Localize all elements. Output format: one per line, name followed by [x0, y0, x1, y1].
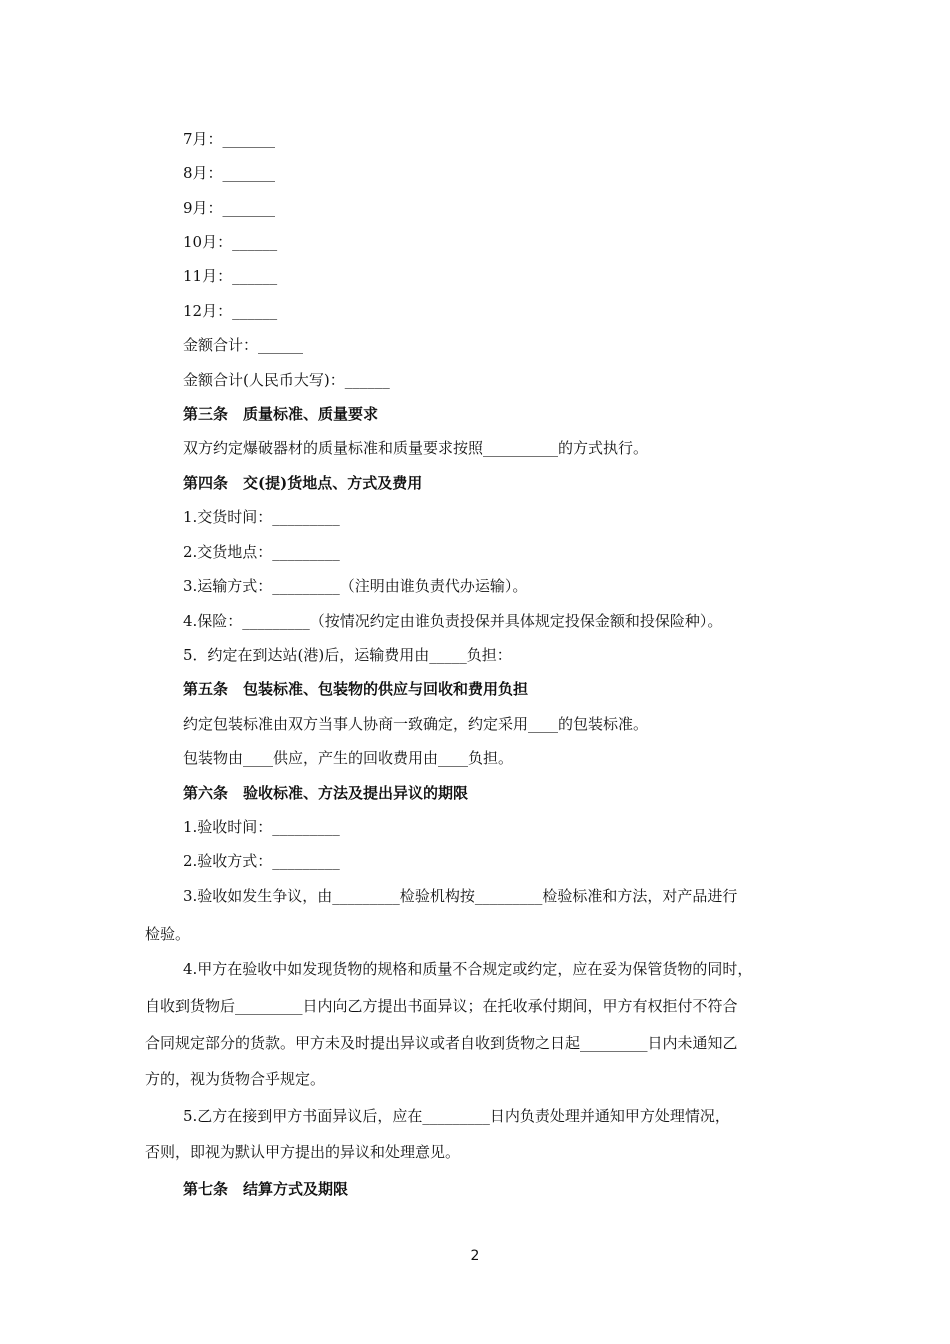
line-delivery-time: 1.交货时间：_________	[183, 508, 340, 526]
paragraph-packaging-standard: 约定包装标准由双方当事人协商一致确定，约定采用____的包装标准。	[183, 715, 649, 733]
page-number: 2	[470, 1248, 480, 1264]
line-december: 12月：______	[183, 302, 278, 320]
heading-article-7: 第七条 结算方式及期限	[183, 1180, 349, 1198]
line-total-amount: 金额合计：______	[183, 336, 304, 354]
paragraph-dispute-2: 检验。	[145, 925, 191, 943]
line-october: 10月：______	[183, 233, 278, 251]
paragraph-handling-1: 5.乙方在接到甲方书面异议后，应在_________日内负责处理并通知甲方处理情况，	[183, 1107, 730, 1125]
line-total-amount-rmb: 金额合计(人民币大写)：______	[183, 371, 390, 389]
paragraph-objection-3: 合同规定部分的货款。甲方未及时提出异议或者自收到货物之日起_________日内未通知乙	[145, 1034, 738, 1052]
line-inspection-time: 1.验收时间：_________	[183, 818, 340, 836]
line-delivery-place: 2.交货地点：_________	[183, 543, 340, 561]
paragraph-objection-4: 方的，视为货物合乎规定。	[145, 1070, 326, 1088]
heading-article-3: 第三条 质量标准、质量要求	[183, 405, 379, 423]
heading-article-6: 第六条 验收标准、方法及提出异议的期限	[183, 784, 469, 802]
line-transport-fee: 5．约定在到达站(港)后，运输费用由_____负担：	[183, 646, 512, 664]
line-july: 7月：_______	[183, 130, 276, 148]
line-insurance: 4.保险：_________（按情况约定由谁负责投保并具体规定投保金额和投保险种）。	[183, 612, 723, 630]
line-september: 9月：_______	[183, 199, 276, 217]
paragraph-objection-1: 4.甲方在验收中如发现货物的规格和质量不合规定或约定，应在妥为保管货物的同时，	[183, 960, 753, 978]
paragraph-quality: 双方约定爆破器材的质量标准和质量要求按照__________的方式执行。	[183, 439, 649, 457]
heading-article-5: 第五条 包装标准、包装物的供应与回收和费用负担	[183, 680, 529, 698]
paragraph-packaging-supply: 包装物由____供应，产生的回收费用由____负担。	[183, 749, 514, 767]
line-november: 11月：______	[183, 267, 278, 285]
paragraph-objection-2: 自收到货物后_________日内向乙方提出书面异议；在托收承付期间，甲方有权拒付不符合	[145, 997, 738, 1015]
line-transport-method: 3.运输方式：_________（注明由谁负责代办运输）。	[183, 577, 528, 595]
line-inspection-method: 2.验收方式：_________	[183, 852, 340, 870]
paragraph-handling-2: 否则，即视为默认甲方提出的异议和处理意见。	[145, 1143, 461, 1161]
paragraph-dispute-1: 3.验收如发生争议，由_________检验机构按_________检验标准和方法，对产品进行	[183, 887, 738, 905]
line-august: 8月：_______	[183, 164, 276, 182]
heading-article-4: 第四条 交(提)货地点、方式及费用	[183, 474, 423, 492]
